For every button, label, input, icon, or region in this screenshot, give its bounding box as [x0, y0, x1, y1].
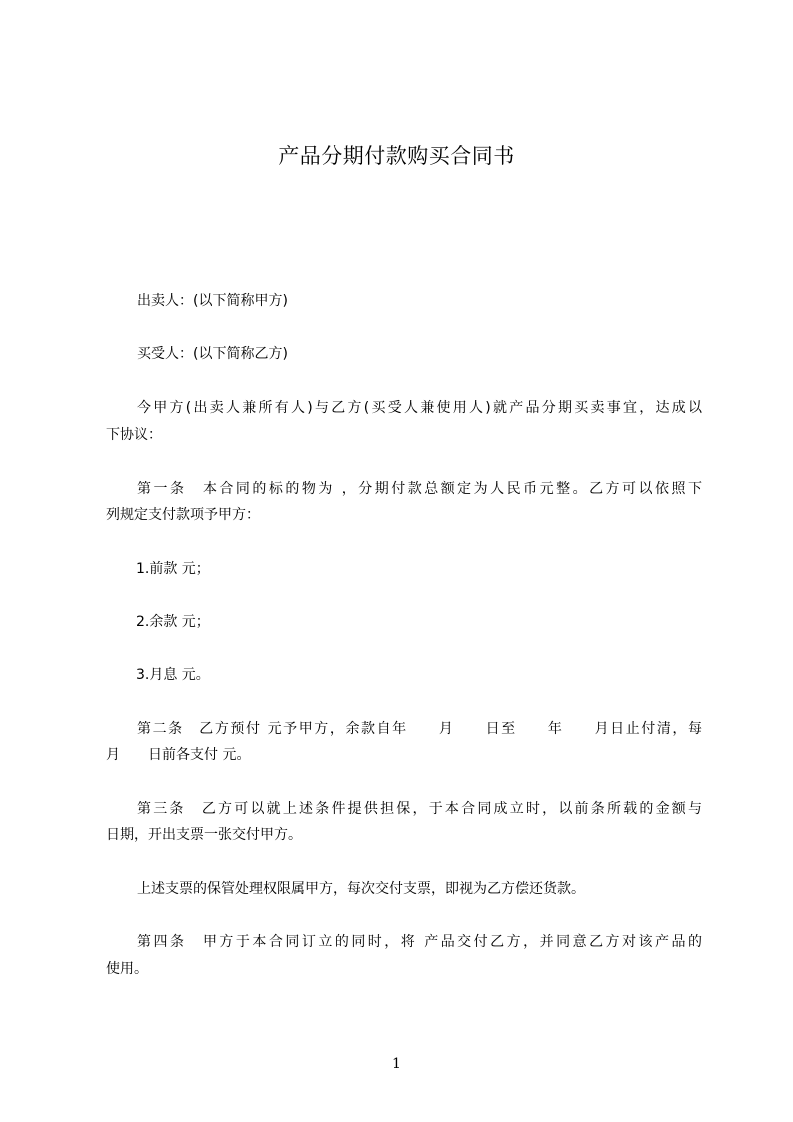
intro-paragraph-line-2: 下协议：	[106, 427, 162, 443]
list-item-monthly-interest: 3.月息 元。	[136, 667, 210, 683]
article-2-line-2: 月 日前各支付 元。	[106, 747, 251, 763]
article-3-line-2: 日期，开出支票一张交付甲方。	[106, 827, 302, 843]
article-3-line-1: 第三条 乙方可以就上述条件提供担保，于本合同成立时，以前条所载的金额与	[137, 801, 702, 817]
list-item-balance: 2.余款 元；	[136, 614, 210, 630]
intro-paragraph-line-1: 今甲方(出卖人兼所有人)与乙方(买受人兼使用人)就产品分期买卖事宜，达成以	[137, 400, 702, 416]
cheque-note: 上述支票的保管处理权限属甲方，每次交付支票，即视为乙方偿还货款。	[137, 881, 585, 897]
list-item-down-payment: 1.前款 元；	[136, 561, 210, 577]
article-4-line-1: 第四条 甲方于本合同订立的同时，将 产品交付乙方，并同意乙方对该产品的	[137, 934, 702, 950]
buyer-line: 买受人：(以下简称乙方)	[137, 346, 288, 362]
article-1-line-1: 第一条 本合同的标的物为 ，分期付款总额定为人民币元整。乙方可以依照下	[137, 481, 702, 497]
page-number: 1	[392, 1056, 401, 1072]
article-1-line-2: 列规定支付款项予甲方：	[106, 507, 260, 523]
document-title: 产品分期付款购买合同书	[278, 144, 515, 168]
seller-line: 出卖人：(以下简称甲方)	[137, 293, 288, 309]
article-2-line-1: 第二条 乙方预付 元予甲方，余款自年 月 日至 年 月日止付清，每	[137, 721, 702, 737]
article-4-line-2: 使用。	[106, 961, 148, 977]
